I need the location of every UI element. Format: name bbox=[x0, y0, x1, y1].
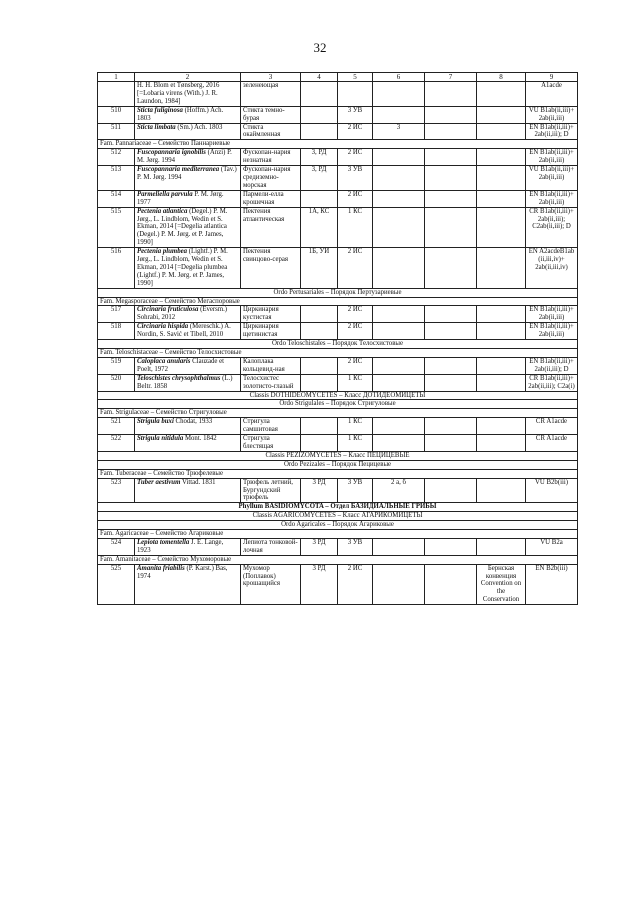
russian-name: Трюфель летний, Бургундский трюфель bbox=[241, 478, 301, 503]
status-col-5: 3 УВ bbox=[338, 538, 373, 555]
status-col-8 bbox=[477, 418, 526, 435]
scientific-author: P. M. Jørg. 1977 bbox=[137, 190, 224, 206]
species-row bbox=[98, 149, 578, 166]
russian-name: Пектения свинцово-серая bbox=[241, 248, 301, 289]
scientific-name: Amanita friabilis bbox=[137, 564, 185, 572]
status-col-4: 3, РД bbox=[301, 149, 338, 166]
scientific-author: H. H. Blom et Tønsberg, 2016 [=Lobaria virens (With.) J. R. Laundon, 1984] bbox=[137, 82, 220, 105]
status-col-7 bbox=[425, 149, 477, 166]
status-col-8 bbox=[477, 374, 526, 391]
species-number: 518 bbox=[98, 323, 135, 340]
status-col-4: 1А, КС bbox=[301, 207, 338, 248]
header-cell: 3 bbox=[241, 73, 301, 82]
russian-name: Стригула блестящая bbox=[241, 435, 301, 452]
status-col-4 bbox=[301, 106, 338, 123]
species-number: 514 bbox=[98, 190, 135, 207]
status-col-4: 3 РД bbox=[301, 538, 338, 555]
scientific-name-cell bbox=[135, 123, 241, 140]
iucn-category: VU B1ab(ii,iii)+ 2ab(ii,iii) bbox=[526, 106, 578, 123]
iucn-category: CR A1acde bbox=[526, 435, 578, 452]
status-col-6 bbox=[373, 374, 425, 391]
status-col-6 bbox=[373, 166, 425, 191]
russian-name: Стикта темно-бурая bbox=[241, 106, 301, 123]
header-cell: 1 bbox=[98, 73, 135, 82]
family-label: Fam. Pannariaceae – Семейство Паннариевые bbox=[98, 140, 578, 149]
scientific-author: (P. Karst.) Bas, 1974 bbox=[137, 564, 228, 580]
scientific-author: (Degel.) P. M. Jørg., L. Lindblom, Wedin et S. Ekman, 2014 [=Degelia atlantica (Degel.) P. M. Jørg. et P. James, 1990] bbox=[137, 207, 228, 247]
species-number: 512 bbox=[98, 149, 135, 166]
iucn-category: EN B1ab(ii,iii)+ 2ab(ii,iii) bbox=[526, 306, 578, 323]
family-label: Fam. Tuberaceae – Семейство Трюфелевые bbox=[98, 469, 578, 478]
scientific-name-cell bbox=[135, 166, 241, 191]
russian-name: Циркинария кустистая bbox=[241, 306, 301, 323]
species-row bbox=[98, 418, 578, 435]
status-col-7 bbox=[425, 207, 477, 248]
species-number: 510 bbox=[98, 106, 135, 123]
status-col-4 bbox=[301, 82, 338, 107]
status-col-7 bbox=[425, 374, 477, 391]
scientific-author: (Lightf.) P. M. Jørg., L. Lindblom, Wedin et S. Ekman, 2014 [=Degelia plumbea (Lightf.) P. M. Jørg. et P. James, 1990] bbox=[137, 248, 228, 287]
iucn-category: VU B1ab(ii,iii)+ 2ab(ii,iii) bbox=[526, 166, 578, 191]
status-col-4 bbox=[301, 374, 338, 391]
iucn-category: A1acde bbox=[526, 82, 578, 107]
status-col-4 bbox=[301, 435, 338, 452]
species-row bbox=[98, 306, 578, 323]
status-col-6: 3 bbox=[373, 123, 425, 140]
status-col-5: 2 ИС bbox=[338, 306, 373, 323]
status-col-8 bbox=[477, 323, 526, 340]
status-col-8 bbox=[477, 166, 526, 191]
scientific-name-cell bbox=[135, 207, 241, 248]
russian-name: Телосхистес золотисто-глазый bbox=[241, 374, 301, 391]
status-col-8: Бернская конвенция Convention on the Conservation bbox=[477, 564, 526, 605]
species-row bbox=[98, 166, 578, 191]
scientific-author: Vittad. 1831 bbox=[181, 478, 216, 486]
scientific-name-cell bbox=[135, 248, 241, 289]
status-col-7 bbox=[425, 106, 477, 123]
scientific-author: (Anzi) P. M. Jørg. 1994 bbox=[137, 149, 232, 165]
status-col-7 bbox=[425, 306, 477, 323]
status-col-7 bbox=[425, 478, 477, 503]
scientific-author: (Hoffm.) Ach. 1803 bbox=[137, 106, 224, 122]
status-col-5: 3 УВ bbox=[338, 106, 373, 123]
status-col-4: 3 РД bbox=[301, 564, 338, 605]
scientific-name-cell bbox=[135, 538, 241, 555]
status-col-5: 1 КС bbox=[338, 374, 373, 391]
status-col-7 bbox=[425, 357, 477, 374]
status-col-5 bbox=[338, 82, 373, 107]
species-row bbox=[98, 564, 578, 605]
taxon-band-label: Ordo Pertusariales – Порядок Пертузариевые bbox=[98, 288, 578, 297]
status-col-6 bbox=[373, 418, 425, 435]
status-col-7 bbox=[425, 82, 477, 107]
taxon-band-row bbox=[98, 512, 578, 521]
iucn-category: CR B1ab(ii,iii)+ 2ab(ii,iii); C2ab(ii,iii); D bbox=[526, 207, 578, 248]
family-row bbox=[98, 140, 578, 149]
status-col-7 bbox=[425, 123, 477, 140]
species-row bbox=[98, 435, 578, 452]
scientific-name-cell bbox=[135, 478, 241, 503]
status-col-5: 2 ИС bbox=[338, 323, 373, 340]
species-row bbox=[98, 190, 578, 207]
family-row bbox=[98, 297, 578, 306]
taxon-band-row bbox=[98, 400, 578, 409]
header-cell: 5 bbox=[338, 73, 373, 82]
status-col-4 bbox=[301, 306, 338, 323]
status-col-4: 3, РД bbox=[301, 166, 338, 191]
status-col-5: 3 УВ bbox=[338, 478, 373, 503]
status-col-6: 2 а, б bbox=[373, 478, 425, 503]
status-col-8 bbox=[477, 538, 526, 555]
status-col-6 bbox=[373, 82, 425, 107]
scientific-name: Sticta fuliginosa bbox=[137, 106, 183, 114]
species-row bbox=[98, 357, 578, 374]
family-row bbox=[98, 530, 578, 539]
scientific-name-cell bbox=[135, 149, 241, 166]
header-cell: 8 bbox=[477, 73, 526, 82]
russian-name: Пармели-елла крошечная bbox=[241, 190, 301, 207]
status-col-7 bbox=[425, 418, 477, 435]
species-number: 513 bbox=[98, 166, 135, 191]
species-row bbox=[98, 323, 578, 340]
iucn-category: CR A1acde bbox=[526, 418, 578, 435]
red-list-table bbox=[97, 72, 578, 605]
taxon-band-label: Ordo Pezizales – Порядок Пецицевые bbox=[98, 460, 578, 469]
russian-name: Циркинария щетинистая bbox=[241, 323, 301, 340]
header-cell: 2 bbox=[135, 73, 241, 82]
scientific-name-cell bbox=[135, 374, 241, 391]
status-col-6 bbox=[373, 435, 425, 452]
iucn-category: EN A2acdeB1ab (ii,iii,iv)+ 2ab(ii,iii,iv) bbox=[526, 248, 578, 289]
header-cell: 9 bbox=[526, 73, 578, 82]
status-col-6 bbox=[373, 306, 425, 323]
status-col-6 bbox=[373, 357, 425, 374]
family-label: Fam. Megasporaceae – Семейство Мегаспоровые bbox=[98, 297, 578, 306]
species-row bbox=[98, 82, 578, 107]
species-number: 519 bbox=[98, 357, 135, 374]
scientific-name: Caloplaca anularis bbox=[137, 357, 191, 365]
header-cell: 4 bbox=[301, 73, 338, 82]
taxon-band-row bbox=[98, 391, 578, 400]
russian-name: Мухомор (Поплавок) крошащийся bbox=[241, 564, 301, 605]
status-col-8 bbox=[477, 123, 526, 140]
species-number: 516 bbox=[98, 248, 135, 289]
scientific-name: Circinaria fruticulosa bbox=[137, 306, 199, 314]
scientific-name: Circinaria hispida bbox=[137, 323, 189, 331]
scientific-name-cell bbox=[135, 190, 241, 207]
status-col-5: 2 ИС bbox=[338, 149, 373, 166]
scientific-name: Fuscopannaria mediterranea bbox=[137, 166, 220, 174]
header-cell: 6 bbox=[373, 73, 425, 82]
iucn-category: EN B1ab(ii,iii)+ 2ab(ii,iii) bbox=[526, 149, 578, 166]
russian-name: Пектения атлантическая bbox=[241, 207, 301, 248]
russian-name: Стикта окаймленная bbox=[241, 123, 301, 140]
scientific-name-cell bbox=[135, 435, 241, 452]
iucn-category: VU B2a bbox=[526, 538, 578, 555]
russian-name: Фускопан-нария незнатная bbox=[241, 149, 301, 166]
scientific-name-cell bbox=[135, 82, 241, 107]
scientific-name: Teloschistes chrysophthalmus bbox=[137, 374, 221, 382]
scientific-author: (Sm.) Ach. 1803 bbox=[177, 123, 223, 131]
scientific-author: J. E. Lange, 1923 bbox=[137, 538, 224, 554]
status-col-8 bbox=[477, 82, 526, 107]
scientific-name-cell bbox=[135, 306, 241, 323]
taxon-band-label: Phyllum BASIDIOMYCOTA – Отдел БАЗИДИАЛЬНЫЕ ГРИБЫ bbox=[98, 503, 578, 512]
scientific-name: Strigula nitidula bbox=[137, 435, 184, 443]
status-col-5: 2 ИС bbox=[338, 248, 373, 289]
scientific-name: Parmeliella parvula bbox=[137, 190, 193, 198]
species-number: 523 bbox=[98, 478, 135, 503]
status-col-6 bbox=[373, 538, 425, 555]
red-list-table-container bbox=[97, 72, 577, 605]
taxon-band-label: Classis AGARICOMYCETES – Класс АГАРИКОМИЦЕТЫ bbox=[98, 512, 578, 521]
status-col-8 bbox=[477, 248, 526, 289]
status-col-6 bbox=[373, 248, 425, 289]
status-col-7 bbox=[425, 323, 477, 340]
taxon-band-label: Classis DOTHIDEOMYCETES – Класс ДОТИДЕОМИЦЕТЫ bbox=[98, 391, 578, 400]
taxon-band-label: Classis PEZIZOMYCETES – Класс ПЕЦИЦЕВЫЕ bbox=[98, 451, 578, 460]
family-row bbox=[98, 469, 578, 478]
taxon-band-row bbox=[98, 288, 578, 297]
species-row bbox=[98, 374, 578, 391]
scientific-name: Strigula buxi bbox=[137, 418, 174, 426]
iucn-category: EN B1ab(ii,iii)+ 2ab(ii,iii); D bbox=[526, 357, 578, 374]
species-row bbox=[98, 207, 578, 248]
status-col-7 bbox=[425, 564, 477, 605]
species-row bbox=[98, 538, 578, 555]
taxon-band-row bbox=[98, 460, 578, 469]
species-number: 522 bbox=[98, 435, 135, 452]
iucn-category: EN B1ab(ii,iii)+ 2ab(ii,iii) bbox=[526, 323, 578, 340]
status-col-8 bbox=[477, 149, 526, 166]
status-col-4 bbox=[301, 123, 338, 140]
taxon-band-label: Ordo Teloschistales – Порядок Телосхистовые bbox=[98, 340, 578, 349]
taxon-band-row bbox=[98, 521, 578, 530]
scientific-name-cell bbox=[135, 323, 241, 340]
status-col-5: 1 КС bbox=[338, 435, 373, 452]
status-col-6 bbox=[373, 149, 425, 166]
status-col-5: 2 ИС bbox=[338, 123, 373, 140]
species-number bbox=[98, 82, 135, 107]
status-col-4 bbox=[301, 323, 338, 340]
status-col-7 bbox=[425, 435, 477, 452]
scientific-name-cell bbox=[135, 357, 241, 374]
taxon-band-label: Ordo Strigulales – Порядок Стригуловые bbox=[98, 400, 578, 409]
family-row bbox=[98, 349, 578, 358]
status-col-5: 1 КС bbox=[338, 207, 373, 248]
status-col-7 bbox=[425, 166, 477, 191]
status-col-8 bbox=[477, 435, 526, 452]
scientific-author: Clauzade et Poelt, 1972 bbox=[137, 357, 225, 373]
header-row bbox=[98, 73, 578, 82]
species-number: 520 bbox=[98, 374, 135, 391]
scientific-author: (L.) Beltr. 1858 bbox=[137, 374, 233, 390]
taxon-band-row bbox=[98, 340, 578, 349]
species-row bbox=[98, 478, 578, 503]
scientific-name-cell bbox=[135, 106, 241, 123]
header-cell: 7 bbox=[425, 73, 477, 82]
species-row bbox=[98, 123, 578, 140]
iucn-category: EN B2b(iii) bbox=[526, 564, 578, 605]
status-col-5: 2 ИС bbox=[338, 564, 373, 605]
species-row bbox=[98, 106, 578, 123]
status-col-4: 1Б, УИ bbox=[301, 248, 338, 289]
scientific-name: Pectenia plumbea bbox=[137, 248, 188, 256]
scientific-name: Lepiota tomentella bbox=[137, 538, 190, 546]
status-col-5: 1 КС bbox=[338, 418, 373, 435]
status-col-8 bbox=[477, 207, 526, 248]
scientific-author: (Eversm.) Sohrabi, 2012 bbox=[137, 306, 228, 322]
taxon-band-label: Ordo Agaricales – Порядок Агариковые bbox=[98, 521, 578, 530]
species-number: 511 bbox=[98, 123, 135, 140]
status-col-6 bbox=[373, 207, 425, 248]
species-number: 524 bbox=[98, 538, 135, 555]
scientific-name-cell bbox=[135, 418, 241, 435]
status-col-5: 2 ИС bbox=[338, 357, 373, 374]
russian-name: зеленеющая bbox=[241, 82, 301, 107]
status-col-4: 3 РД bbox=[301, 478, 338, 503]
status-col-8 bbox=[477, 478, 526, 503]
scientific-author: (Mereschk.) A. Nordin, S. Savić et Tibell, 2010 bbox=[137, 323, 231, 339]
scientific-name: Sticta limbata bbox=[137, 123, 176, 131]
scientific-name: Tuber aestivum bbox=[137, 478, 181, 486]
status-col-4 bbox=[301, 190, 338, 207]
scientific-name-cell bbox=[135, 564, 241, 605]
taxon-band-row bbox=[98, 451, 578, 460]
russian-name: Лепиота тонковой-лочная bbox=[241, 538, 301, 555]
status-col-8 bbox=[477, 190, 526, 207]
family-label: Fam. Strigulaceae – Семейство Стригуловые bbox=[98, 409, 578, 418]
status-col-8 bbox=[477, 306, 526, 323]
scientific-name: Fuscopannaria ignobilis bbox=[137, 149, 206, 157]
iucn-category: CR B1ab(ii,iii)+ 2ab(ii,iii); C2a(i) bbox=[526, 374, 578, 391]
status-col-5: 3 УВ bbox=[338, 166, 373, 191]
status-col-7 bbox=[425, 538, 477, 555]
family-label: Fam. Amanitaceae – Семейство Мухоморовые bbox=[98, 555, 578, 564]
iucn-category: EN B1ab(ii,iii)+ 2ab(ii,iii); D bbox=[526, 123, 578, 140]
status-col-6 bbox=[373, 323, 425, 340]
scientific-author: Chodat, 1933 bbox=[175, 418, 213, 426]
species-number: 515 bbox=[98, 207, 135, 248]
russian-name: Стригула самшитовая bbox=[241, 418, 301, 435]
status-col-5: 2 ИС bbox=[338, 190, 373, 207]
status-col-6 bbox=[373, 106, 425, 123]
status-col-4 bbox=[301, 357, 338, 374]
table-body bbox=[98, 73, 578, 605]
species-number: 525 bbox=[98, 564, 135, 605]
family-label: Fam. Teloschistaceae – Семейство Телосхистовые bbox=[98, 349, 578, 358]
scientific-author: (Tav.) P. M. Jørg. 1994 bbox=[137, 166, 237, 181]
status-col-6 bbox=[373, 564, 425, 605]
iucn-category: EN B1ab(ii,iii)+ 2ab(ii,iii) bbox=[526, 190, 578, 207]
species-number: 521 bbox=[98, 418, 135, 435]
family-row bbox=[98, 409, 578, 418]
russian-name: Калоплака кольцевид-ная bbox=[241, 357, 301, 374]
status-col-6 bbox=[373, 190, 425, 207]
status-col-8 bbox=[477, 106, 526, 123]
status-col-7 bbox=[425, 190, 477, 207]
species-row bbox=[98, 248, 578, 289]
family-row bbox=[98, 555, 578, 564]
taxon-band-row bbox=[98, 503, 578, 512]
scientific-author: Mont. 1842 bbox=[184, 435, 217, 443]
scientific-name: Pectenia atlantica bbox=[137, 207, 188, 215]
species-number: 517 bbox=[98, 306, 135, 323]
page-number: 32 bbox=[313, 40, 327, 55]
status-col-4 bbox=[301, 418, 338, 435]
status-col-8 bbox=[477, 357, 526, 374]
family-label: Fam. Agaricaceae – Семейство Агариковые bbox=[98, 530, 578, 539]
status-col-7 bbox=[425, 248, 477, 289]
iucn-category: VU B2b(iii) bbox=[526, 478, 578, 503]
russian-name: Фускопан-нария средиземно-морская bbox=[241, 166, 301, 191]
